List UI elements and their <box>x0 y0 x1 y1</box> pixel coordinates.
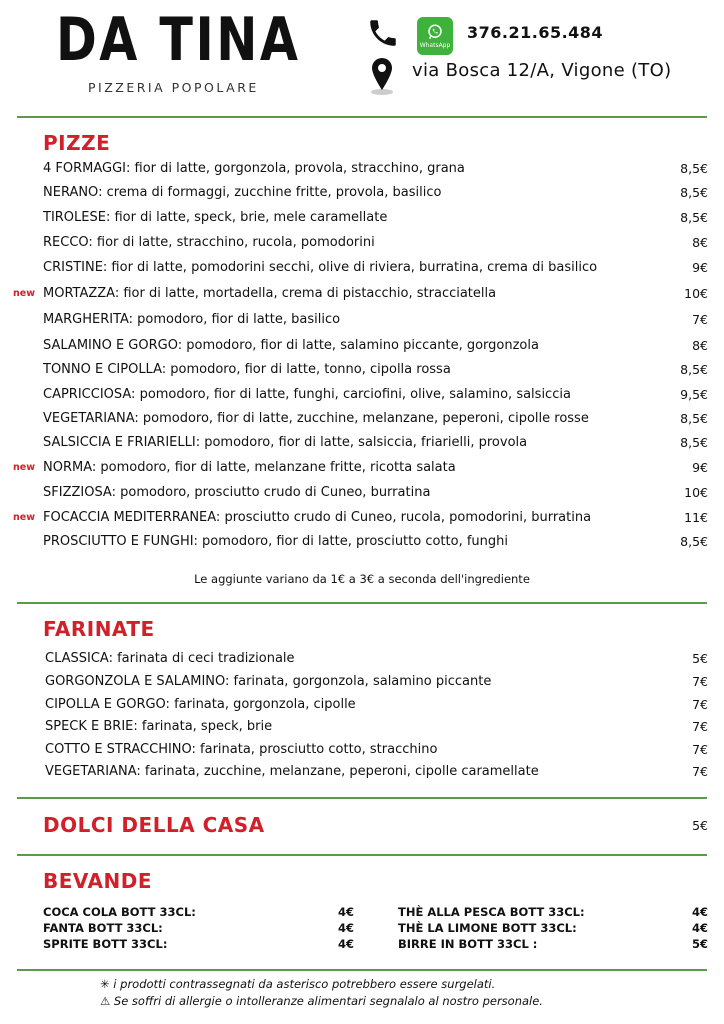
menu-item-price: 8,5€ <box>680 435 708 450</box>
menu-item <box>43 484 708 502</box>
menu-item <box>13 285 708 303</box>
menu-item <box>13 459 708 477</box>
menu-item-price: 9€ <box>692 260 708 275</box>
menu-item <box>45 696 708 714</box>
menu-item <box>43 410 708 428</box>
menu-item <box>43 184 708 202</box>
menu-item-description: TONNO E CIPOLLA: pomodoro, fior di latte, tonno, cipolla rossa <box>43 362 451 377</box>
menu-item-description: CLASSICA: farinata di ceci tradizionale <box>45 651 295 666</box>
frozen-note <box>100 977 495 991</box>
menu-item <box>43 533 708 551</box>
menu-item-description: COTTO E STRACCHINO: farinata, prosciutto cotto, stracchino <box>45 742 438 757</box>
menu-item <box>45 763 708 781</box>
menu-item <box>43 209 708 227</box>
menu-item <box>43 234 708 252</box>
menu-item-price: 8,5€ <box>680 534 708 549</box>
menu-item-price: 5€ <box>692 651 708 666</box>
drink-name: BIRRE IN BOTT 33CL : <box>398 937 538 951</box>
restaurant-name: DA TINA <box>56 5 301 75</box>
menu-item-price: 11€ <box>684 510 708 525</box>
menu-item <box>43 434 708 452</box>
divider <box>17 116 707 118</box>
menu-item-price: 7€ <box>692 674 708 689</box>
menu-item-description: SALAMINO E GORGO: pomodoro, fior di latte, salamino piccante, gorgonzola <box>43 338 539 353</box>
new-badge: new <box>13 288 35 299</box>
divider <box>17 602 707 604</box>
menu-item-description: TIROLESE: fior di latte, speck, brie, mele caramellate <box>43 210 388 225</box>
menu-item <box>43 361 708 379</box>
dolci-price: 5€ <box>692 818 708 833</box>
menu-item-price: 10€ <box>684 286 708 301</box>
menu-item <box>43 337 708 355</box>
menu-item-description: CIPOLLA E GORGO: farinata, gorgonzola, cipolle <box>45 697 356 712</box>
menu-item <box>45 741 708 759</box>
menu-item-description: SPECK E BRIE: farinata, speck, brie <box>45 719 273 734</box>
menu-item-price: 7€ <box>692 312 708 327</box>
menu-item-price: 8€ <box>692 338 708 353</box>
menu-item-description: MARGHERITA: pomodoro, fior di latte, basilico <box>43 312 341 327</box>
phone-icon <box>366 16 400 50</box>
menu-item-price: 7€ <box>692 742 708 757</box>
new-badge: new <box>13 512 35 523</box>
section-title-pizze: PIZZE <box>43 131 111 155</box>
menu-item <box>43 311 708 329</box>
drink-name: THÈ ALLA PESCA BOTT 33CL: <box>398 905 585 919</box>
whatsapp-label: WhatsApp <box>419 42 451 49</box>
menu-item-description: PROSCIUTTO E FUNGHI: pomodoro, fior di latte, prosciutto cotto, funghi <box>43 534 509 549</box>
menu-item <box>43 259 708 277</box>
drink-name: THÈ LA LIMONE BOTT 33CL: <box>398 921 577 935</box>
additions-note: Le aggiunte variano da 1€ a 3€ a seconda dell'ingrediente <box>194 572 530 586</box>
menu-item-description: VEGETARIANA: pomodoro, fior di latte, zucchine, melanzane, peperoni, cipolle rosse <box>43 411 589 426</box>
menu-item-description: SALSICCIA E FRIARIELLI: pomodoro, fior di latte, salsiccia, friarielli, provola <box>43 435 528 450</box>
menu-item-description: MORTAZZA: fior di latte, mortadella, crema di pistacchio, stracciatella <box>43 286 497 301</box>
menu-item-description: NORMA: pomodoro, fior di latte, melanzane fritte, ricotta salata <box>43 460 456 475</box>
menu-item-price: 7€ <box>692 719 708 734</box>
drink-name: COCA COLA BOTT 33CL: <box>43 905 196 919</box>
section-title-bevande: BEVANDE <box>43 869 153 893</box>
allergy-note-text: Se soffri di allergie o intolleranze alimentari segnalalo al nostro personale. <box>113 994 543 1008</box>
drink-price: 5€ <box>691 937 708 951</box>
menu-item-description: RECCO: fior di latte, stracchino, rucola, pomodorini <box>43 235 375 250</box>
menu-item-price: 9,5€ <box>680 387 708 402</box>
section-title-farinate: FARINATE <box>43 617 155 641</box>
divider <box>17 969 707 971</box>
menu-item-price: 10€ <box>684 485 708 500</box>
divider <box>17 854 707 856</box>
frozen-note-text: i prodotti contrassegnati da asterisco potrebbero essere surgelati. <box>113 977 496 991</box>
menu-item <box>45 673 708 691</box>
menu-item-description: CAPRICCIOSA: pomodoro, fior di latte, funghi, carciofini, olive, salamino, salsiccia <box>43 387 571 402</box>
location-pin-icon <box>368 56 396 96</box>
menu-item-price: 8,5€ <box>680 362 708 377</box>
address: via Bosca 12/A, Vigone (TO) <box>412 60 672 81</box>
drink-price: 4€ <box>691 905 708 919</box>
asterisk-icon: ✳ <box>100 977 110 991</box>
menu-item-description: CRISTINE: fior di latte, pomodorini secchi, olive di riviera, burratina, crema di basilico <box>43 260 598 275</box>
menu-item-description: SFIZZIOSA: pomodoro, prosciutto crudo di Cuneo, burratina <box>43 485 431 500</box>
section-title-dolci: DOLCI DELLA CASA <box>43 813 265 837</box>
drink-price: 4€ <box>338 905 355 919</box>
menu-item-price: 7€ <box>692 764 708 779</box>
menu-item <box>13 509 708 527</box>
new-badge: new <box>13 462 35 473</box>
menu-item-price: 9€ <box>692 460 708 475</box>
drink-price: 4€ <box>691 921 708 935</box>
menu-item <box>45 718 708 736</box>
menu-item-description: GORGONZOLA E SALAMINO: farinata, gorgonzola, salamino piccante <box>45 674 492 689</box>
menu-item-price: 8,5€ <box>680 185 708 200</box>
menu-item-price: 8€ <box>692 235 708 250</box>
whatsapp-icon[interactable] <box>417 17 453 55</box>
drink-name: FANTA BOTT 33CL: <box>43 921 163 935</box>
menu-item-price: 8,5€ <box>680 411 708 426</box>
menu-item-description: FOCACCIA MEDITERRANEA: prosciutto crudo di Cuneo, rucola, pomodorini, burratina <box>43 510 592 525</box>
menu-item <box>43 386 708 404</box>
drink-price: 4€ <box>338 937 355 951</box>
menu-item-price: 8,5€ <box>680 161 708 176</box>
restaurant-subtitle: PIZZERIA POPOLARE <box>88 80 259 95</box>
menu-item-price: 8,5€ <box>680 210 708 225</box>
menu-item-description: 4 FORMAGGI: fior di latte, gorgonzola, provola, stracchino, grana <box>43 161 465 176</box>
drink-price: 4€ <box>338 921 355 935</box>
divider <box>17 797 707 799</box>
menu-item <box>43 160 708 178</box>
menu-item-price: 7€ <box>692 697 708 712</box>
menu-item <box>45 650 708 668</box>
menu-item-description: NERANO: crema di formaggi, zucchine fritte, provola, basilico <box>43 185 442 200</box>
allergy-note <box>100 994 543 1008</box>
menu-item-description: VEGETARIANA: farinata, zucchine, melanzane, peperoni, cipolle caramellate <box>45 764 539 779</box>
phone-number[interactable]: 376.21.65.484 <box>467 23 604 42</box>
drink-name: SPRITE BOTT 33CL: <box>43 937 168 951</box>
warning-icon: ⚠ <box>100 994 111 1008</box>
